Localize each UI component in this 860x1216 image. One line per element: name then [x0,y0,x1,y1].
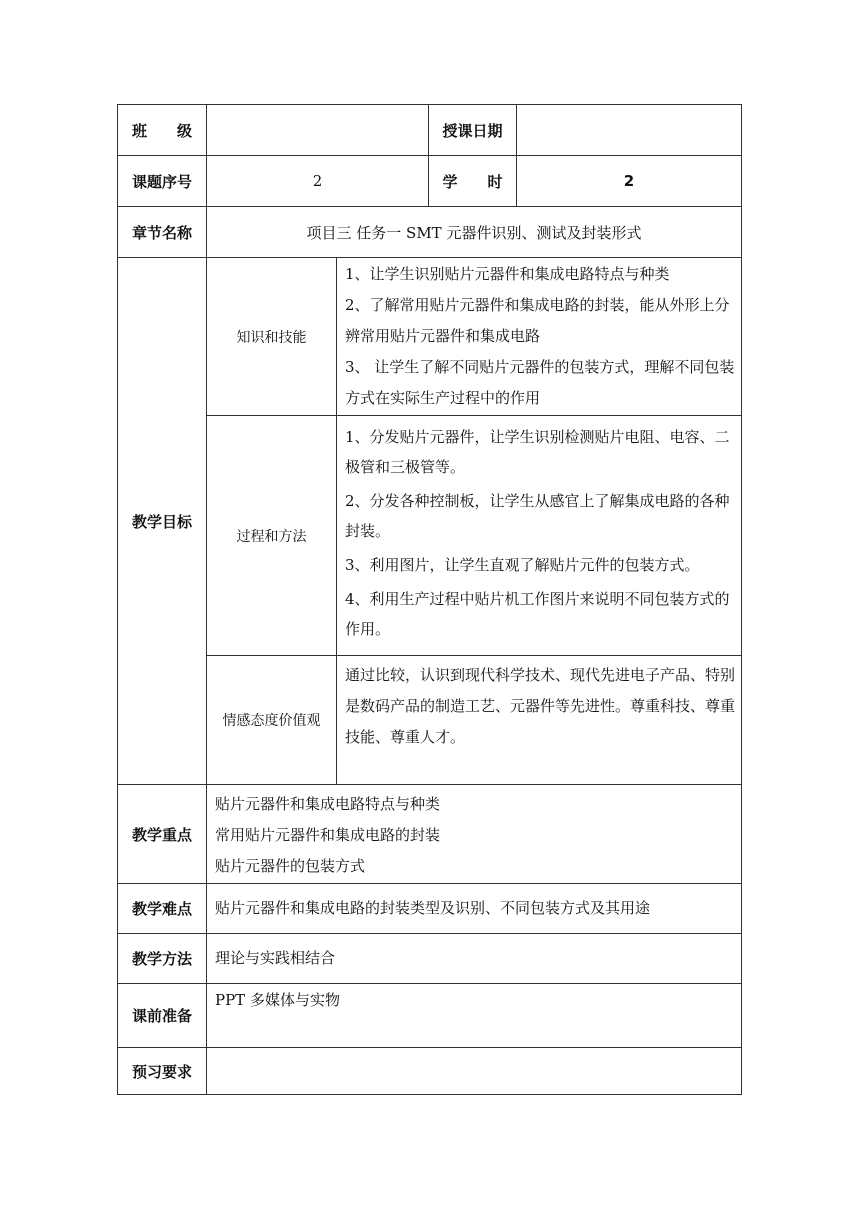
row-seq [118,156,742,207]
chapter-value: 项目三 任务一 SMT 元器件识别、测试及封装形式 [207,207,742,258]
row-difficulties [118,884,742,934]
preparation-label: 课前准备 [118,984,207,1048]
row-class [118,105,742,156]
emotion-line: 通过比较，认识到现代科学技术、现代先进电子产品、特别是数码产品的制造工艺、元器件等先进性。尊重科技、尊重技能、尊重人才。 [345,666,736,746]
class-value [207,105,429,156]
process-content [337,416,742,656]
knowledge-line: 1、让学生识别贴片元器件和集成电路特点与种类 [345,265,670,283]
row-chapter [118,207,742,258]
row-process [118,416,742,656]
row-method [118,934,742,984]
process-line: 4、利用生产过程中贴片机工作图片来说明不同包装方式的作用。 [345,590,730,638]
key-point-line: 贴片元器件的包装方式 [215,857,366,875]
method-label: 教学方法 [118,934,207,984]
preview-label: 预习要求 [118,1048,207,1095]
knowledge-line: 2、了解常用贴片元器件和集成电路的封装，能从外形上分辨常用贴片元器件和集成电路 [345,296,730,345]
row-preview [118,1048,742,1095]
key-point-line: 常用贴片元器件和集成电路的封装 [215,826,441,844]
preview-value [207,1048,742,1095]
difficulties-value: 贴片元器件和集成电路的封装类型及识别、不同包装方式及其用途 [207,884,742,934]
date-value [517,105,742,156]
preparation-value: PPT 多媒体与实物 [207,984,742,1048]
emotion-content [337,656,742,785]
lesson-plan-table [117,104,742,1095]
emotion-label: 情感态度价值观 [207,656,337,785]
hours-label: 学 时 [429,156,517,207]
objectives-label: 教学目标 [118,258,207,785]
hours-value: 2 [517,156,742,207]
class-label: 班 级 [118,105,207,156]
row-key-points [118,785,742,884]
row-emotion [118,656,742,785]
seq-label: 课题序号 [118,156,207,207]
date-label: 授课日期 [429,105,517,156]
key-points-content [207,785,742,884]
process-line: 1、分发贴片元器件，让学生识别检测贴片电阻、电容、二极管和三极管等。 [345,428,730,476]
process-label: 过程和方法 [207,416,337,656]
knowledge-line: 3、 让学生了解不同贴片元器件的包装方式，理解不同包装方式在实际生产过程中的作用 [345,358,735,407]
chapter-label: 章节名称 [118,207,207,258]
seq-value: 2 [207,156,429,207]
process-line: 3、利用图片，让学生直观了解贴片元件的包装方式。 [345,556,700,574]
key-points-label: 教学重点 [118,785,207,884]
key-point-line: 贴片元器件和集成电路特点与种类 [215,795,441,813]
row-knowledge [118,258,742,416]
process-line: 2、分发各种控制板，让学生从感官上了解集成电路的各种封装。 [345,492,730,540]
difficulties-label: 教学难点 [118,884,207,934]
knowledge-content [337,258,742,416]
row-preparation [118,984,742,1048]
method-value: 理论与实践相结合 [207,934,742,984]
knowledge-label: 知识和技能 [207,258,337,416]
